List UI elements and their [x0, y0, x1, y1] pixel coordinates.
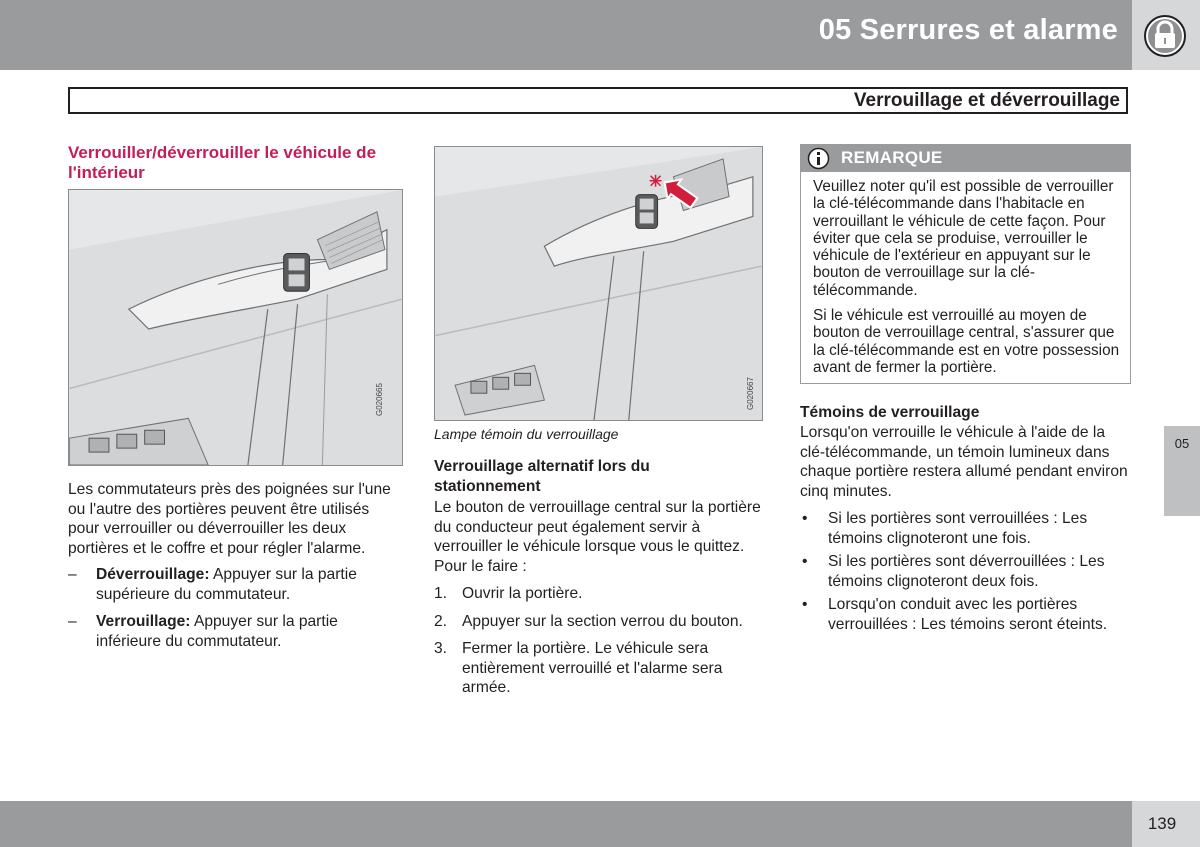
chapter-tab-label: 05	[1174, 436, 1190, 451]
section-title: Verrouillage et déverrouillage	[853, 90, 1120, 111]
right-subheading: Témoins de verrouillage	[800, 404, 980, 421]
list-marker: •	[802, 510, 808, 527]
list-item	[434, 584, 763, 604]
indicator-bullets	[800, 509, 1131, 634]
note-label: REMARQUE	[841, 148, 943, 167]
list-item	[68, 565, 401, 604]
list-item	[434, 612, 763, 632]
list-item	[800, 595, 1131, 634]
info-icon	[807, 147, 830, 170]
middle-paragraph: Le bouton de verrouillage central sur la portière du conducteur peut également servir à verrouiller le véhicule lorsque vous le quittez. Pour le faire :	[434, 499, 761, 575]
note-paragraph: Veuillez noter qu'il est possible de verrouiller la clé-télécommande dans l'habitacle en verrouillant le véhicule de cette façon. Pour éviter que cela se produise, verrouiller le véhicule de l'extérieur en appuyant sur le bouton de verrouillage sur la clé-télécommande.	[813, 178, 1114, 299]
indicator-lamp-drawing	[435, 147, 762, 420]
list-text: Si les portières sont verrouillées : Les témoins clignoteront une fois.	[828, 510, 1088, 547]
figure-caption: Lampe témoin du verrouillage	[434, 426, 619, 442]
page-number: 139	[1147, 814, 1177, 833]
list-item	[800, 552, 1131, 591]
note-box	[800, 144, 1131, 384]
list-text: Appuyer sur la partie inférieure du commutateur.	[96, 613, 338, 650]
middle-subheading: Verrouillage alternatif lors du stationnement	[434, 458, 650, 495]
list-term: Verrouillage:	[96, 613, 191, 630]
list-item	[434, 639, 763, 698]
list-marker: 3.	[434, 640, 448, 657]
footer-bar	[0, 801, 1132, 847]
door-switch-illustration	[68, 189, 403, 466]
note-paragraph: Si le véhicule est verrouillé au moyen de bouton de verrouillage central, s'assurer que la clé-télécommande est en votre possession avant de fermer la portière.	[813, 307, 1120, 376]
list-item	[800, 509, 1131, 548]
padlock-icon	[1143, 14, 1187, 58]
list-text: Si les portières sont déverrouillées : Les témoins clignoteront deux fois.	[828, 553, 1105, 590]
list-text: Appuyer sur la partie supérieure du commutateur.	[96, 566, 357, 603]
chapter-title: 05 Serrures et alarme	[818, 14, 1118, 46]
list-text: Appuyer sur la section verrou du bouton.	[462, 612, 743, 630]
list-marker: –	[68, 613, 77, 630]
list-marker: 2.	[434, 612, 448, 630]
list-marker: •	[802, 596, 808, 613]
figure-code: G020665	[375, 383, 384, 416]
list-text: Lorsqu'on conduit avec les portières verrouillées : Les témoins seront éteints.	[828, 596, 1108, 633]
right-paragraph: Lorsqu'on verrouille le véhicule à l'aide de la clé-télécommande, un témoin lumineux dans chaque portière restera allumé pendant environ cinq minutes.	[800, 424, 1128, 500]
left-switch-list	[68, 565, 401, 651]
indicator-lamp-illustration	[434, 146, 763, 421]
note-header	[801, 145, 1130, 172]
list-marker: 1.	[434, 585, 448, 602]
list-marker: •	[802, 553, 808, 570]
steps-list	[434, 584, 763, 698]
left-paragraph: Les commutateurs près des poignées sur l'une ou l'autre des portières peuvent être utilisés pour verrouiller ou déverrouiller les deux portières et le coffre et pour régler l'alarme.	[68, 481, 391, 557]
figure-code: G020667	[746, 377, 755, 410]
list-marker: –	[68, 566, 77, 583]
left-heading: Verrouiller/déverrouiller le véhicule de l'intérieur	[68, 143, 377, 182]
list-item	[68, 612, 401, 651]
list-text: Fermer la portière. Le véhicule sera entièrement verrouillé et l'alarme sera armée.	[462, 640, 723, 696]
door-switch-drawing	[69, 190, 402, 465]
list-term: Déverrouillage:	[96, 566, 210, 583]
list-text: Ouvrir la portière.	[462, 585, 583, 602]
note-body	[813, 178, 1121, 384]
